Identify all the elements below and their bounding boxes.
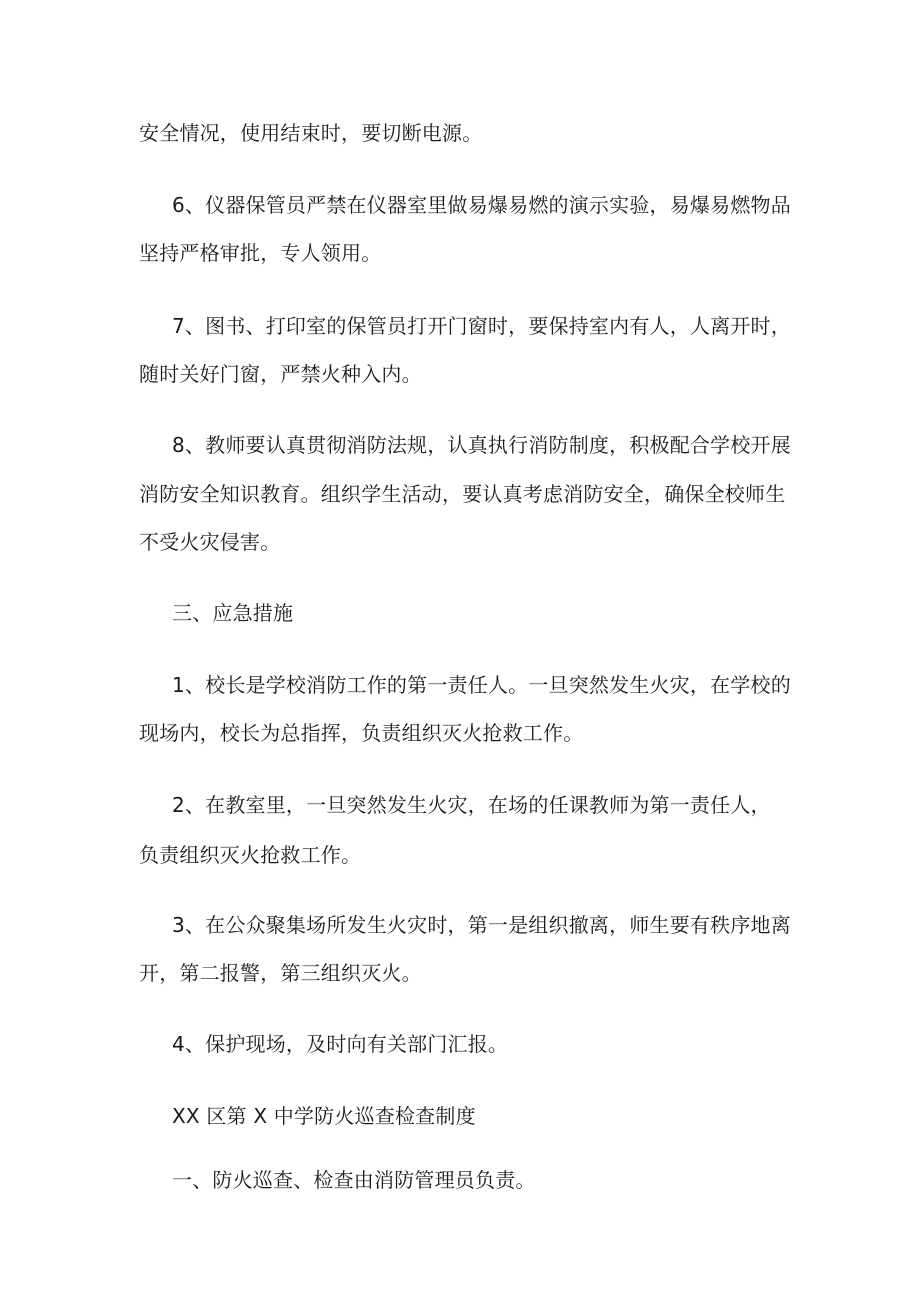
paragraph-line: 8、教师要认真贯彻消防法规，认真执行消防制度，积极配合学校开展 bbox=[172, 433, 791, 457]
section-heading: 三、应急措施 bbox=[172, 601, 294, 625]
paragraph-line: 4、保护现场，及时向有关部门汇报。 bbox=[172, 1032, 509, 1056]
paragraph-line: 坚持严格审批，专人领用。 bbox=[139, 241, 382, 265]
paragraph-line: 不受火灾侵害。 bbox=[139, 530, 281, 554]
paragraph-line: 6、仪器保管员严禁在仪器室里做易爆易燃的演示实验，易爆易燃物品 bbox=[172, 193, 791, 217]
paragraph-line: 消防安全知识教育。组织学生活动，要认真考虑消防安全，确保全校师生 bbox=[139, 482, 786, 506]
paragraph-line: 1、校长是学校消防工作的第一责任人。一旦突然发生火灾，在学校的 bbox=[172, 673, 791, 697]
paragraph-line: 随时关好门窗，严禁火种入内。 bbox=[139, 362, 422, 386]
paragraph-line: 安全情况，使用结束时，要切断电源。 bbox=[139, 121, 483, 145]
document-title: XX 区第 X 中学防火巡查检查制度 bbox=[172, 1104, 476, 1128]
paragraph-line: 3、在公众聚集场所发生火灾时，第一是组织撤离，师生要有秩序地离 bbox=[172, 913, 791, 937]
paragraph-line: 现场内，校长为总指挥，负责组织灭火抢救工作。 bbox=[139, 721, 584, 745]
paragraph-line: 一、防火巡查、检查由消防管理员负责。 bbox=[172, 1168, 536, 1192]
paragraph-line: 7、图书、打印室的保管员打开门窗时，要保持室内有人，人离开时， bbox=[172, 314, 791, 338]
paragraph-line: 2、在教室里，一旦突然发生火灾，在场的任课教师为第一责任人， bbox=[172, 793, 771, 817]
paragraph-line: 负责组织灭火抢救工作。 bbox=[139, 843, 362, 867]
paragraph-line: 开，第二报警，第三组织灭火。 bbox=[139, 961, 422, 985]
